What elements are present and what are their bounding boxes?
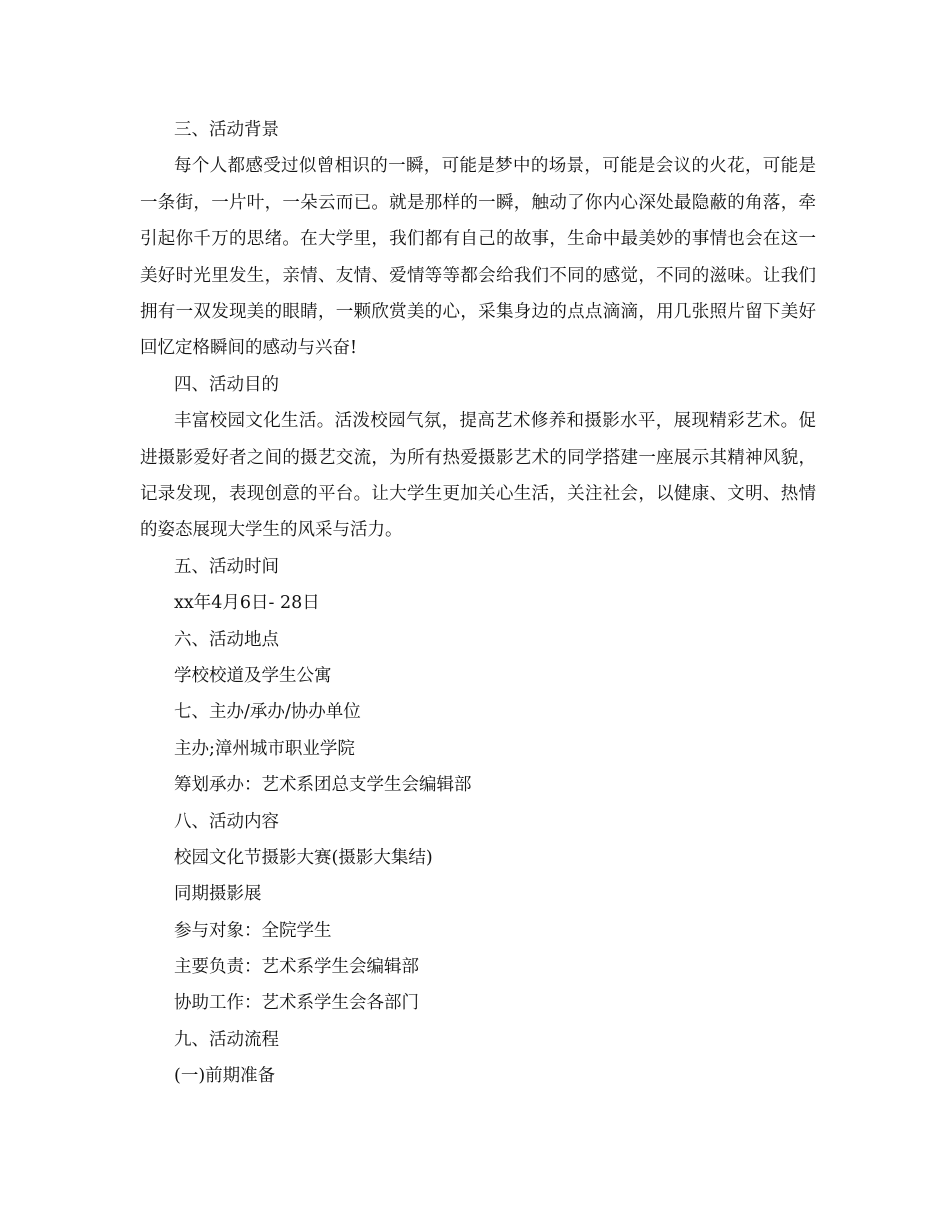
organizer-unit: 筹划承办：艺术系团总支学生会编辑部 — [174, 775, 472, 796]
content-item: 协助工作：艺术系学生会各部门 — [174, 993, 419, 1014]
activity-time-value: xx年4月6日- 28日 — [174, 593, 320, 614]
paragraph-purpose: 丰富校园文化生活。活泼校园气氛，提高艺术修养和摄影水平，展现精彩艺术。促进摄影爱好者之间的摄艺交流，为所有热爱摄影艺术的同学搭建一座展示其精神风貌，记录发现，表现创意的平台。让大学生更加关心生活，关注社会，以健康、文明、热情的姿态展现大学生的风采与活力。 — [140, 411, 816, 541]
section-heading-organizers: 七、主办/承办/协办单位 — [174, 702, 361, 723]
section-heading-purpose: 四、活动目的 — [174, 374, 279, 395]
content-item: 主要负责：艺术系学生会编辑部 — [174, 957, 419, 978]
section-heading-location: 六、活动地点 — [174, 629, 279, 650]
activity-location-value: 学校校道及学生公寓 — [174, 665, 332, 686]
section-heading-time: 五、活动时间 — [174, 556, 279, 577]
section-heading-process: 九、活动流程 — [174, 1029, 279, 1050]
section-heading-background: 三、活动背景 — [174, 120, 279, 140]
document-body — [140, 112, 816, 1095]
host-unit: 主办;漳州城市职业学院 — [174, 738, 355, 759]
content-item: 参与对象：全院学生 — [174, 920, 332, 941]
paragraph-background: 每个人都感受过似曾相识的一瞬，可能是梦中的场景，可能是会议的火花，可能是一条街，一片叶，一朵云而已。就是那样的一瞬，触动了你内心深处最隐蔽的角落，牵引起你千万的思绪。在大学里，我们都有自己的故事，生命中最美妙的事情也会在这一美好时光里发生，亲情、友情、爱情等等都会给我们不同的感觉，不同的滋味。让我们拥有一双发现美的眼睛，一颗欣赏美的心，采集身边的点点滴滴，用几张照片留下美好回忆定格瞬间的感动与兴奋! — [140, 156, 816, 359]
content-item: 同期摄影展 — [174, 884, 262, 905]
content-item: 校园文化节摄影大赛(摄影大集结) — [174, 847, 433, 868]
section-heading-content: 八、活动内容 — [174, 811, 279, 832]
process-subheading: (一)前期准备 — [174, 1066, 276, 1087]
